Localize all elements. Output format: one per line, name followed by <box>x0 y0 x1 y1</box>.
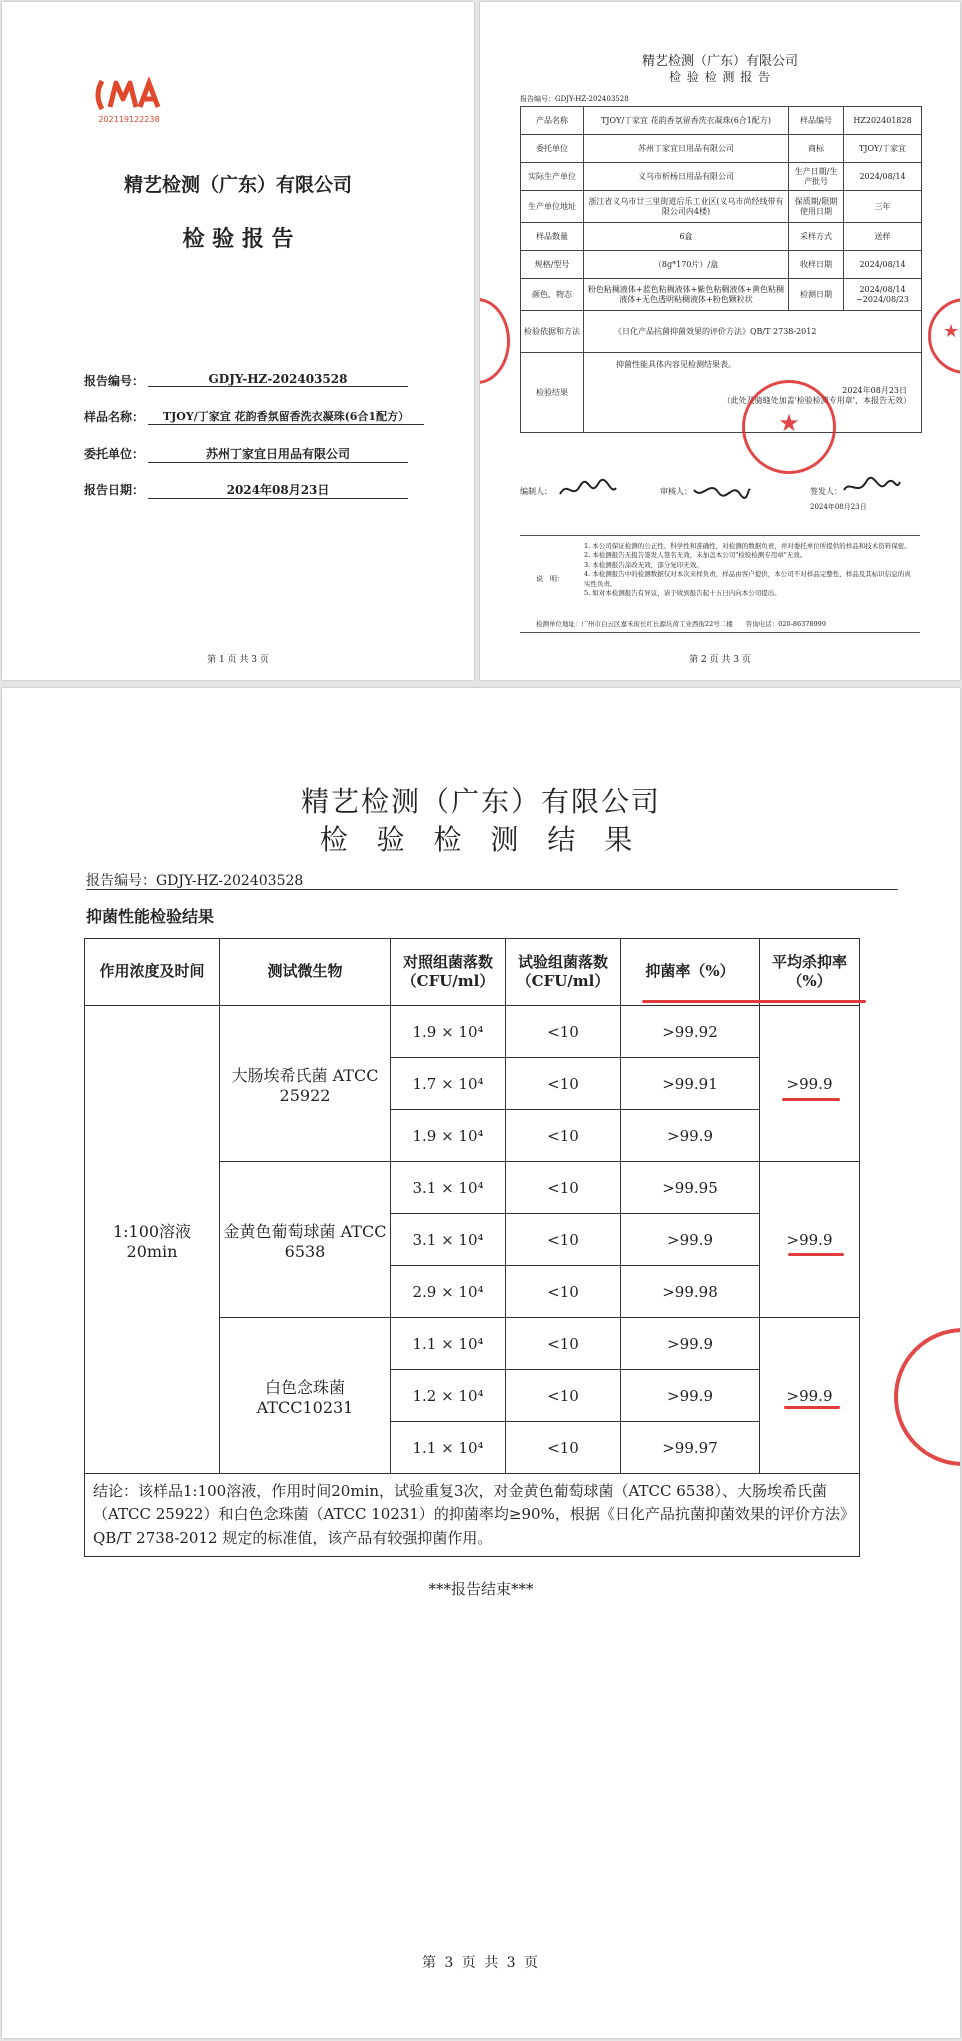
result-date: 2024年08月23日 <box>842 386 907 395</box>
report-number: 报告编号：GDJY-HZ-202403528 <box>86 873 304 889</box>
cell-label: 检验结果 <box>521 353 584 433</box>
organism-cell: 白色念珠菌 ATCC10231 <box>220 1318 391 1474</box>
cell-value: 三年 <box>844 191 922 223</box>
cell-value: （8g*170片）/盒 <box>584 251 789 279</box>
test-cell: <10 <box>506 1214 621 1266</box>
field-label-report-date: 报告日期： <box>84 483 145 497</box>
result-text: 抑菌性能具体内容见检测结果表。 <box>616 360 736 369</box>
cell-label: 保质期/限期使用日期 <box>789 191 844 223</box>
report-number: 报告编号：GDJY-HZ-202403528 <box>520 95 629 103</box>
divider <box>86 889 898 890</box>
table-row <box>85 1006 860 1058</box>
note-item: 5. 如对本检测报告有异议，请于收到报告起十五日内向本公司提出。 <box>584 589 781 598</box>
field-value-report-no: GDJY-HZ-202403528 <box>148 372 408 387</box>
cell-label: 生产日期/生产批号 <box>789 163 844 191</box>
edge-stamp <box>894 1328 960 1466</box>
company-name: 精艺检测（广东）有限公司 <box>641 54 798 69</box>
average-cell: >99.9 <box>760 1318 860 1474</box>
signature-issuer <box>842 476 902 504</box>
stamp-star-icon: ★ <box>943 321 960 342</box>
lab-address: 检测单位地址：广州市白云区嘉禾街长红长源坑荷工业西街22号二楼 咨询电话：020-86378999 <box>536 620 826 628</box>
cell-value: TJOY/丁家宜 <box>844 135 922 163</box>
control-cell: 1.1 × 10⁴ <box>391 1422 506 1474</box>
note-item: 2. 本检测报告无报告签发人签名无效，未加盖本公司"检验检测专用章"无效。 <box>584 551 807 560</box>
inspection-stamp <box>742 380 836 474</box>
test-cell: <10 <box>506 1422 621 1474</box>
company-name: 精艺检测（广东）有限公司 <box>123 174 352 196</box>
report-detail-page <box>480 2 960 680</box>
rate-cell: >99.92 <box>621 1006 760 1058</box>
signer-label-reviewer: 审核人： <box>660 487 692 496</box>
cell-label: 检测日期 <box>789 279 844 311</box>
control-cell: 2.9 × 10⁴ <box>391 1266 506 1318</box>
cell-value: 粉色粘稠液体+蓝色粘稠液体+紫色粘稠液体+黄色粘稠液体+无色透明粘稠液体+粉色颗粒状 <box>584 279 789 311</box>
cell-label: 实际生产单位 <box>521 163 584 191</box>
page-footer: 第 2 页 共 3 页 <box>689 655 751 665</box>
handwritten-signature <box>558 478 618 502</box>
cell-label: 采样方式 <box>789 223 844 251</box>
marker-underline <box>788 1253 844 1256</box>
cell-label: 收样日期 <box>789 251 844 279</box>
rate-cell: >99.95 <box>621 1162 760 1214</box>
cell-value: HZ202401828 <box>844 107 922 135</box>
cell-value: 义乌市析杨日用品有限公司 <box>584 163 789 191</box>
note-item: 3. 本检测报告涂改无效，部分复印无效。 <box>584 560 703 569</box>
report-title: 检 验 报 告 <box>182 227 294 252</box>
control-cell: 1.2 × 10⁴ <box>391 1370 506 1422</box>
rate-cell: >99.97 <box>621 1422 760 1474</box>
cell-label: 样品数量 <box>521 223 584 251</box>
rate-cell: >99.9 <box>621 1318 760 1370</box>
field-label-client: 委托单位： <box>84 447 145 461</box>
marker-underline <box>782 1098 840 1101</box>
cell-value: 6盒 <box>584 223 789 251</box>
field-value-sample-name: TJOY/丁家宜 花韵香氛留香洗衣凝珠(6合1配方） <box>148 408 424 425</box>
field-value-client: 苏州丁家宜日用品有限公司 <box>148 445 408 463</box>
note-item: 1. 本公司保证检测的公正性、科学性和准确性，对检测的数据负责，并对委托单位所提供的样品和技术资料保密。 <box>584 542 911 550</box>
control-cell: 3.1 × 10⁴ <box>391 1162 506 1214</box>
cell-label: 规格/型号 <box>521 251 584 279</box>
sample-info-table <box>520 106 922 433</box>
company-name: 精艺检测（广东）有限公司 <box>300 785 661 818</box>
divider <box>520 632 920 633</box>
report-cover-page <box>2 2 474 680</box>
signer-label-issuer: 签发人： <box>810 487 842 496</box>
cell-label: 委托单位 <box>521 135 584 163</box>
marker-underline <box>642 1000 866 1003</box>
page-footer: 第 1 页 共 3 页 <box>207 655 269 665</box>
report-title: 检 验 检 测 报 告 <box>668 70 772 84</box>
cell-label: 检验依据和方法 <box>521 311 584 353</box>
test-results-page <box>2 688 960 2038</box>
cma-mark-icon <box>94 77 164 113</box>
field-label-report-no: 报告编号： <box>84 374 145 388</box>
notes-label: 说 明： <box>536 575 564 583</box>
signer-label-compiler: 编制人： <box>520 487 552 496</box>
test-cell: <10 <box>506 1266 621 1318</box>
results-title: 检 验 检 测 结 果 <box>319 823 643 856</box>
test-cell: <10 <box>506 1370 621 1422</box>
antibacterial-results-table <box>84 938 860 1557</box>
cell-value: 《日化产品抗菌抑菌效果的评价方法》QB/T 2738-2012 <box>584 311 922 353</box>
conclusion-cell: 结论：该样品1:100溶液，作用时间20min，试验重复3次，对金黄色葡萄球菌（ATCC 6538）、大肠埃希氏菌（ATCC 25922）和白色念珠菌（ATCC 10231）的抑菌率均≥90%，根据《日化产品抗菌抑菌效果的评价方法》QB/T 2738-2012 规定的标准值，该产品有较强抑菌作用。 <box>85 1474 860 1557</box>
organism-cell: 金黄色葡萄球菌 ATCC 6538 <box>220 1162 391 1318</box>
signature-compiler <box>558 478 618 507</box>
cma-cert-number: 202119122238 <box>98 115 160 124</box>
page-footer: 第 3 页 共 3 页 <box>421 1955 541 1971</box>
cell-label: 样品编号 <box>789 107 844 135</box>
rate-cell: >99.9 <box>621 1370 760 1422</box>
handwritten-signature <box>692 478 752 502</box>
cell-value: 2024/08/14 <box>844 251 922 279</box>
cell-label: 生产单位地址 <box>521 191 584 223</box>
cell-label: 产品名称 <box>521 107 584 135</box>
control-cell: 1.1 × 10⁴ <box>391 1318 506 1370</box>
test-cell: <10 <box>506 1162 621 1214</box>
concentration-cell: 1:100溶液 20min <box>85 1006 220 1474</box>
test-cell: <10 <box>506 1110 621 1162</box>
cell-value: TJOY/丁家宜 花韵香氛留香洗衣凝珠(6合1配方) <box>584 107 789 135</box>
cell-value: 送样 <box>844 223 922 251</box>
control-cell: 3.1 × 10⁴ <box>391 1214 506 1266</box>
cell-value: 浙江省义乌市廿三里街道后乐工业区(义乌市尚经线带有限公司内4楼) <box>584 191 789 223</box>
cell-value: 2024/08/14 ~2024/08/23 <box>844 279 922 311</box>
header-microorganism: 测试微生物 <box>220 939 391 1006</box>
cell-label: 商标 <box>789 135 844 163</box>
notes-list <box>584 542 914 599</box>
test-cell: <10 <box>506 1006 621 1058</box>
signature-date: 2024年08月23日 <box>810 503 867 511</box>
header-inhibition-rate: 抑菌率（%） <box>621 939 760 1006</box>
field-value-report-date: 2024年08月23日 <box>148 481 408 499</box>
rate-cell: >99.98 <box>621 1266 760 1318</box>
header-test-count: 试验组菌落数（CFU/ml） <box>506 939 621 1006</box>
average-cell: >99.9 <box>760 1006 860 1162</box>
marker-underline <box>784 1406 840 1409</box>
section-title: 抑菌性能检验结果 <box>86 907 215 926</box>
divider <box>520 535 920 536</box>
note-item: 4. 本检测报告中的检测数据仅对本次来样负责，样品由客户提供，本公司不对样品完整性、样品及其标识信息的真实性负责。 <box>584 570 911 588</box>
rate-cell: >99.9 <box>621 1214 760 1266</box>
field-label-sample-name: 样品名称： <box>84 410 145 424</box>
cell-value: 苏州丁家宜日用品有限公司 <box>584 135 789 163</box>
header-average-rate: 平均杀抑率（%） <box>760 939 860 1006</box>
rate-cell: >99.9 <box>621 1110 760 1162</box>
header-control-count: 对照组菌落数（CFU/ml） <box>391 939 506 1006</box>
test-cell: <10 <box>506 1318 621 1370</box>
header-concentration: 作用浓度及时间 <box>85 939 220 1006</box>
control-cell: 1.9 × 10⁴ <box>391 1006 506 1058</box>
average-cell: >99.9 <box>760 1162 860 1318</box>
control-cell: 1.9 × 10⁴ <box>391 1110 506 1162</box>
cma-logo <box>94 77 164 124</box>
control-cell: 1.7 × 10⁴ <box>391 1058 506 1110</box>
stamp-star-icon: ★ <box>778 409 800 437</box>
signature-reviewer <box>692 478 752 506</box>
handwritten-signature <box>842 476 902 500</box>
seam-stamp <box>480 298 510 384</box>
organism-cell: 大肠埃希氏菌 ATCC 25922 <box>220 1006 391 1162</box>
report-end: ***报告结束*** <box>428 1580 534 1598</box>
edge-stamp <box>928 298 960 374</box>
result-note: （此处及骑缝处加盖'检验检测专用章'，本报告无效） <box>722 396 911 405</box>
cell-label: 颜色、物态 <box>521 279 584 311</box>
cell-value: 2024/08/14 <box>844 163 922 191</box>
rate-cell: >99.91 <box>621 1058 760 1110</box>
test-cell: <10 <box>506 1058 621 1110</box>
